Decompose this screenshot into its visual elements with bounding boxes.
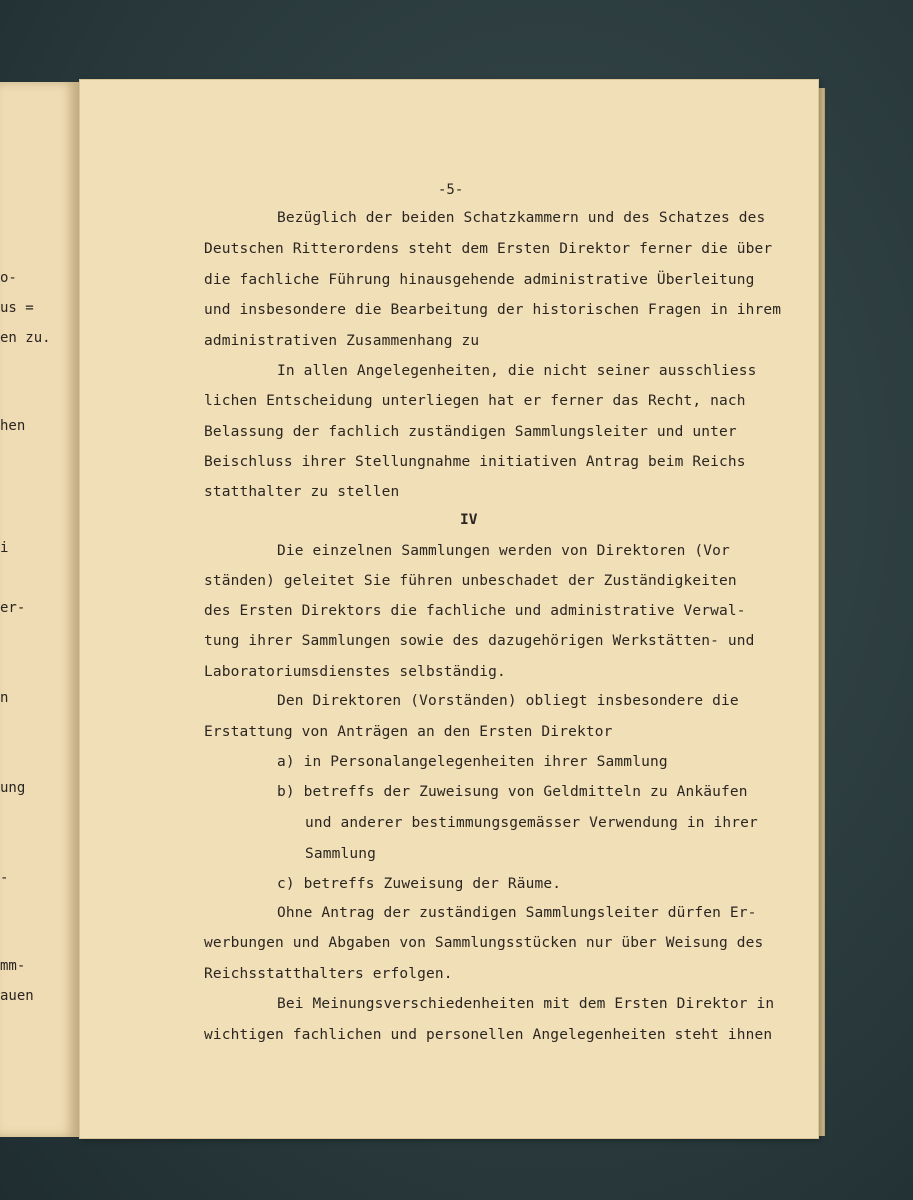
text-line: Bezüglich der beiden Schatzkammern und des Schatzes des (277, 210, 766, 226)
list-item: b) betreffs der Zuweisung von Geldmitteln zu Ankäufen (277, 784, 748, 800)
text-line: Den Direktoren (Vorständen) obliegt insbesondere die (277, 693, 739, 709)
left-page-fragment: n (0, 690, 9, 706)
text-line: statthalter zu stellen (204, 484, 400, 500)
section-heading: IV (460, 512, 478, 528)
left-page-fragment: o- (0, 270, 17, 286)
left-page-fragment: mm- (0, 958, 26, 974)
left-page-fragment: en zu. (0, 330, 51, 346)
text-line: Erstattung von Anträgen an den Ersten Direktor (204, 724, 613, 740)
left-page (0, 82, 76, 1137)
text-line: ständen) geleitet Sie führen unbeschadet der Zuständigkeiten (204, 573, 737, 589)
text-line: In allen Angelegenheiten, die nicht seiner ausschliess (277, 363, 757, 379)
page-number: -5- (438, 182, 464, 198)
text-line: administrativen Zusammenhang zu (204, 333, 480, 349)
text-line: des Ersten Direktors die fachliche und administrative Verwal- (204, 603, 746, 619)
left-page-fragment: hen (0, 418, 26, 434)
text-line: Die einzelnen Sammlungen werden von Direktoren (Vor (277, 543, 730, 559)
left-page-fragment: ung (0, 780, 26, 796)
list-item: c) betreffs Zuweisung der Räume. (277, 876, 562, 892)
left-page-fragment: - (0, 870, 9, 886)
text-line: Beischluss ihrer Stellungnahme initiativen Antrag beim Reichs (204, 454, 746, 470)
left-page-fragment: i (0, 540, 9, 556)
text-line: Reichsstatthalters erfolgen. (204, 966, 453, 982)
text-line: Bei Meinungsverschiedenheiten mit dem Ersten Direktor in (277, 996, 775, 1012)
left-page-fragment: er- (0, 600, 26, 616)
text-line: Laboratoriumsdienstes selbständig. (204, 664, 506, 680)
text-line: wichtigen fachlichen und personellen Angelegenheiten steht ihnen (204, 1027, 773, 1043)
text-line: werbungen und Abgaben von Sammlungsstücken nur über Weisung des (204, 935, 764, 951)
left-page-fragment: us = (0, 300, 34, 316)
text-line: Ohne Antrag der zuständigen Sammlungsleiter dürfen Er- (277, 905, 757, 921)
text-line: lichen Entscheidung unterliegen hat er ferner das Recht, nach (204, 393, 746, 409)
text-line: tung ihrer Sammlungen sowie des dazugehörigen Werkstätten- und (204, 633, 755, 649)
text-line: die fachliche Führung hinausgehende administrative Überleitung (204, 272, 755, 288)
text-line: Belassung der fachlich zuständigen Sammlungsleiter und unter (204, 424, 737, 440)
text-line: Deutschen Ritterordens steht dem Ersten Direktor ferner die über (204, 241, 773, 257)
list-item: a) in Personalangelegenheiten ihrer Sammlung (277, 754, 668, 770)
left-page-fragment: auen (0, 988, 34, 1004)
text-line: und anderer bestimmungsgemässer Verwendung in ihrer (305, 815, 758, 831)
text-line: und insbesondere die Bearbeitung der historischen Fragen in ihrem (204, 302, 782, 318)
text-line: Sammlung (305, 846, 377, 862)
